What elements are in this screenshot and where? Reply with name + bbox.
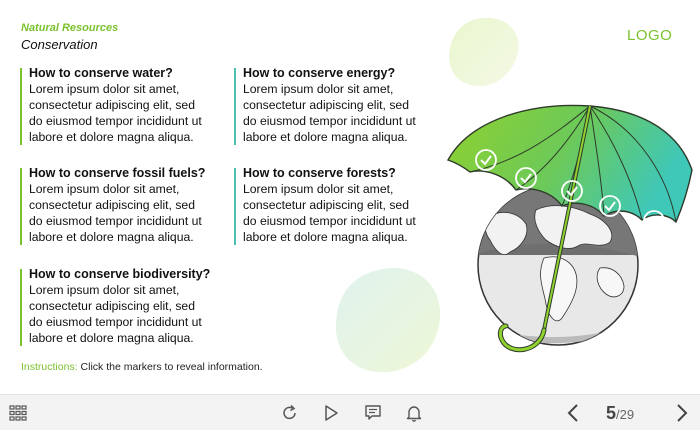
logo: LOGO — [627, 27, 673, 44]
block-line: consectetur adipiscing elit, sed — [29, 299, 195, 313]
block-line: Lorem ipsum dolor sit amet, — [29, 182, 180, 196]
block-line: labore et dolore magna aliqua. — [29, 130, 194, 144]
player-toolbar — [0, 394, 700, 430]
block-line: labore et dolore magna aliqua. — [243, 130, 408, 144]
block-line: do eiusmod tempor incididunt ut — [29, 315, 202, 329]
block-title: How to conserve water? — [29, 66, 173, 80]
chevron-left-icon[interactable] — [561, 401, 585, 425]
block-line: labore et dolore magna aliqua. — [243, 230, 408, 244]
page-current: 5 — [606, 403, 617, 423]
page-total: /29 — [616, 407, 635, 422]
accent-bar — [20, 68, 22, 145]
instructions-text: Click the markers to reveal information. — [80, 361, 263, 373]
block-line: consectetur adipiscing elit, sed — [29, 98, 195, 112]
info-block-biodiversity — [20, 267, 225, 346]
umbrella-globe-illustration — [440, 90, 700, 360]
block-line: Lorem ipsum dolor sit amet, — [29, 82, 180, 96]
block-line: labore et dolore magna aliqua. — [29, 331, 194, 345]
accent-bar — [20, 269, 22, 346]
block-line: Lorem ipsum dolor sit amet, — [243, 182, 394, 196]
info-block-forests — [234, 166, 444, 245]
block-line: Lorem ipsum dolor sit amet, — [29, 283, 180, 297]
decorative-blob-top — [444, 14, 524, 90]
replay-icon[interactable] — [278, 401, 302, 425]
instructions-label: Instructions: — [21, 361, 78, 373]
block-title: How to conserve energy? — [243, 66, 396, 80]
info-block-water — [20, 66, 225, 145]
block-line: do eiusmod tempor incididunt ut — [243, 214, 416, 228]
block-line: Lorem ipsum dolor sit amet, — [243, 82, 394, 96]
instructions — [21, 361, 263, 373]
block-title: How to conserve biodiversity? — [29, 267, 211, 281]
accent-bar — [234, 68, 236, 145]
accent-bar — [20, 168, 22, 245]
info-block-fossil-fuels — [20, 166, 225, 245]
play-icon[interactable] — [319, 401, 343, 425]
info-block-energy — [234, 66, 444, 145]
block-title: How to conserve fossil fuels? — [29, 166, 206, 180]
block-line: do eiusmod tempor incididunt ut — [29, 114, 202, 128]
block-line: labore et dolore magna aliqua. — [29, 230, 194, 244]
bell-icon[interactable] — [402, 401, 426, 425]
block-line: do eiusmod tempor incididunt ut — [29, 214, 202, 228]
block-title: How to conserve forests? — [243, 166, 396, 180]
block-line: consectetur adipiscing elit, sed — [243, 98, 409, 112]
subject-label: Natural Resources — [21, 22, 119, 34]
page-title: Conservation — [21, 37, 98, 52]
page-counter — [606, 403, 634, 424]
block-line: consectetur adipiscing elit, sed — [243, 198, 409, 212]
accent-bar — [234, 168, 236, 245]
grid-menu-icon[interactable] — [6, 401, 30, 425]
block-line: consectetur adipiscing elit, sed — [29, 198, 195, 212]
block-line: do eiusmod tempor incididunt ut — [243, 114, 416, 128]
chevron-right-icon[interactable] — [670, 401, 694, 425]
notes-icon[interactable] — [361, 401, 385, 425]
decorative-blob-bottom — [330, 264, 445, 376]
